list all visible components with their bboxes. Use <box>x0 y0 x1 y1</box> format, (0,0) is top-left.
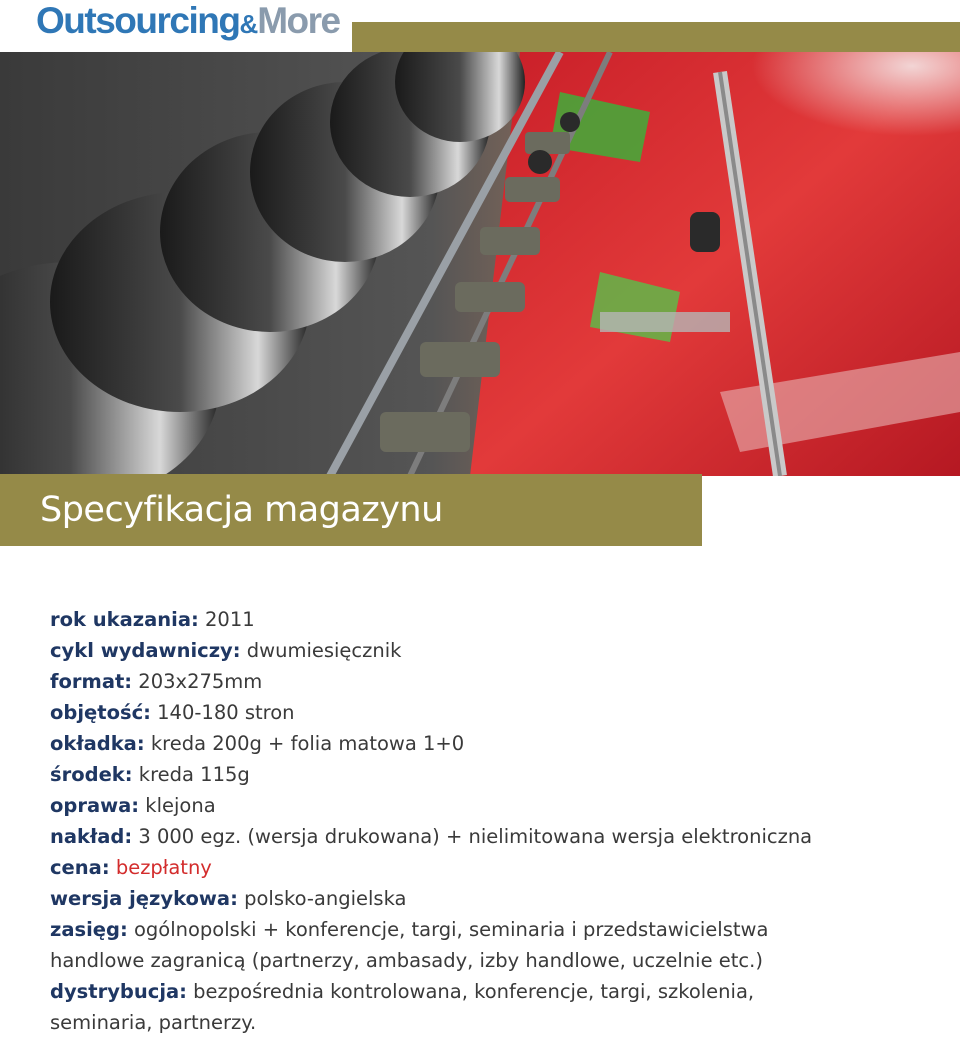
spec-naklad <box>50 821 930 852</box>
company-logo <box>36 0 340 42</box>
spec-srodek <box>50 759 930 790</box>
spec-value: bezpośrednia kontrolowana, konferencje, targi, szkolenia, <box>186 980 755 1003</box>
spec-label: dystrybucja: <box>50 980 187 1003</box>
logo-part-outsourcing: Outsourcing <box>36 0 240 41</box>
spec-dystrybucja <box>50 976 930 1007</box>
spec-list <box>50 604 930 1038</box>
spec-objetosc <box>50 697 930 728</box>
spec-label: rok ukazania: <box>50 608 199 631</box>
spec-value: 2011 <box>198 608 255 631</box>
spec-value-price: bezpłatny <box>109 856 212 879</box>
spec-oprawa <box>50 790 930 821</box>
spec-value: dwumiesięcznik <box>240 639 402 662</box>
spec-value: klejona <box>139 794 216 817</box>
spec-label: objętość: <box>50 701 151 724</box>
logo-part-ampersand: & <box>239 9 258 39</box>
page-title: Specyfikacja magazynu <box>40 490 443 530</box>
spec-dystrybucja-continued <box>50 1007 930 1038</box>
logo-part-more: More <box>257 0 340 41</box>
spec-cena <box>50 852 930 883</box>
spec-value: handlowe zagranicą (partnerzy, ambasady, izby handlowe, uczelnie etc.) <box>50 949 763 972</box>
spec-value: seminaria, partnerzy. <box>50 1011 257 1034</box>
spec-value: kreda 115g <box>132 763 250 786</box>
spec-value: 3 000 egz. (wersja drukowana) + nielimitowana wersja elektroniczna <box>132 825 813 848</box>
spec-label: oprawa: <box>50 794 140 817</box>
spec-zasieg <box>50 914 930 945</box>
spec-label: wersja językowa: <box>50 887 238 910</box>
spec-value: polsko-angielska <box>237 887 407 910</box>
spec-value: 203x275mm <box>132 670 263 693</box>
spec-wersja <box>50 883 930 914</box>
spec-rok <box>50 604 930 635</box>
spec-format <box>50 666 930 697</box>
printing-press-photo <box>0 52 960 476</box>
spec-label: okładka: <box>50 732 145 755</box>
spec-value: 140-180 stron <box>150 701 295 724</box>
spec-label: zasięg: <box>50 918 128 941</box>
spec-zasieg-continued <box>50 945 930 976</box>
spec-label: środek: <box>50 763 133 786</box>
spec-value: kreda 200g + folia matowa 1+0 <box>144 732 465 755</box>
spec-label: cykl wydawniczy: <box>50 639 241 662</box>
spec-cykl <box>50 635 930 666</box>
spec-value: ogólnopolski + konferencje, targi, seminaria i przedstawicielstwa <box>127 918 769 941</box>
spec-label: cena: <box>50 856 110 879</box>
section-title-bar <box>0 474 702 546</box>
spec-label: nakład: <box>50 825 133 848</box>
spec-label: format: <box>50 670 133 693</box>
spec-okladka <box>50 728 930 759</box>
